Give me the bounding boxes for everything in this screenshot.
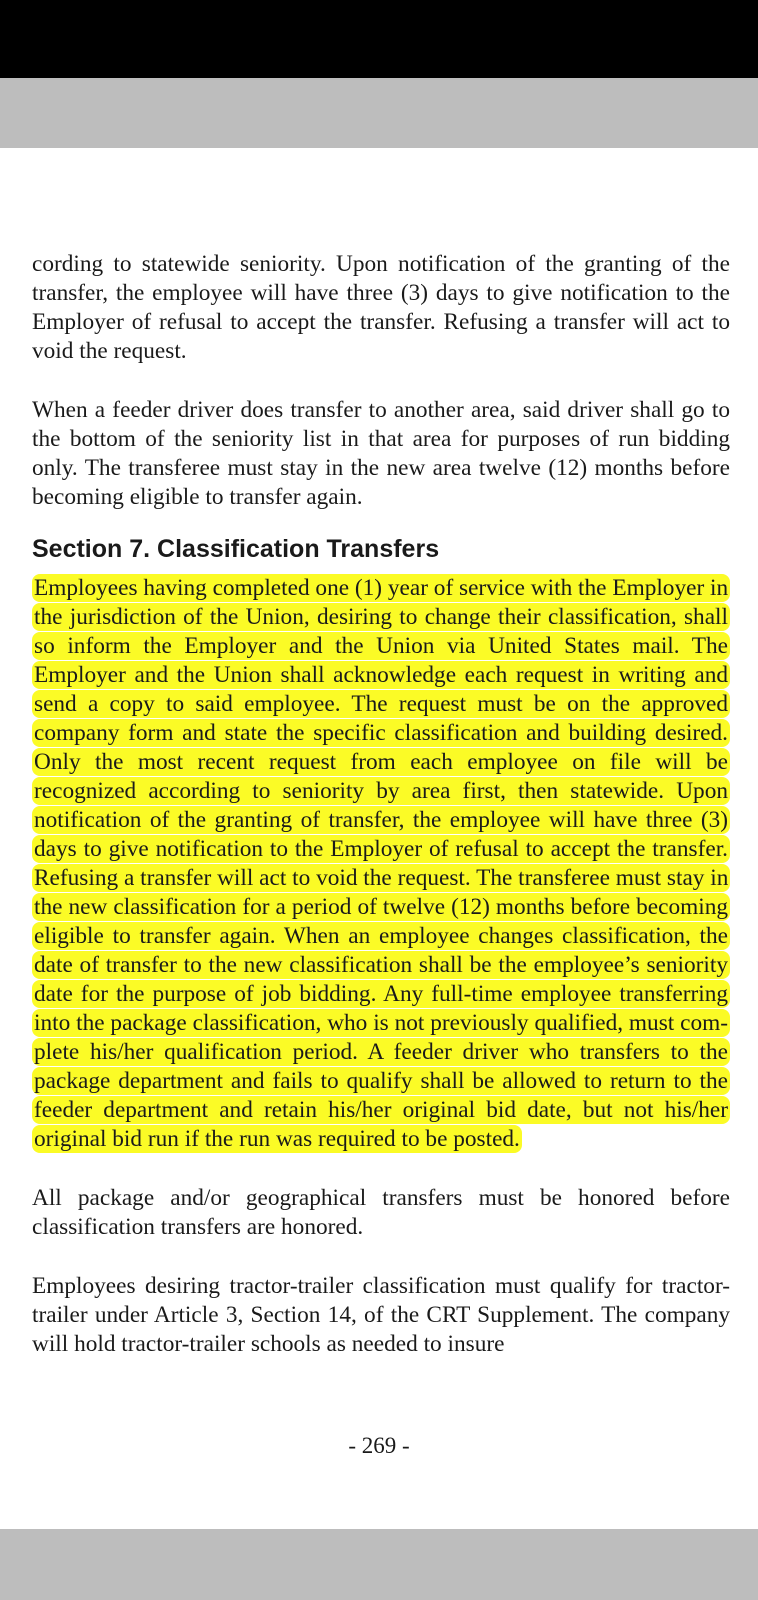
top-toolbar-band (0, 78, 758, 148)
page-number: - 269 - (348, 1433, 410, 1458)
document-page (32, 250, 730, 1359)
highlight-text[interactable]: Employees having completed one (1) year of service with the Employer in the jurisdiction of the Union, desiring to change their classification, shall so inform the Employer and the Union via United States mail. The Employer and the Union shall acknowledge each request in writing and send a copy to said employee. The request must be on the approved company form and state the specific classification and building desired. Only the most recent request from each employee on file will be recognized according to seniority by area first, then statewide. Upon notification of the granting of transfer, the employee will have three (3) days to give notification to the Employer of refusal to accept the transfer. Refusing a transfer will act to void the request. The transferee must stay in the new classification for a period of twelve (12) months before becoming eligible to transfer again. When an employee changes classification, the date of transfer to the new classification shall be the employee’s seniority date for the purpose of job bidding. Any full-time employee transferring into the package classification, who is not previously qualified, must complete his/her qualification period. A feeder driver who transfers to the package department and fails to qualify shall be allowed to return to the feeder department and retain his/her original bid date, but not his/her original bid run if the run was required to be posted. (34, 575, 729, 1152)
section-heading: Section 7. Classification Transfers (32, 535, 440, 563)
paragraph-package-transfers: All package and/or geographical transfers must be honored before classification transfers are honored. (32, 1185, 730, 1240)
paragraph-tractor-trailer: Employees desiring tractor-trailer classification must qualify for tractor-trailer under Article 3, Section 14, of the CRT Supplement. The company will hold tractor-trailer schools as needed to insure (32, 1273, 730, 1357)
highlighted-paragraph (32, 574, 730, 1154)
paragraph-continuation: cording to statewide seniority. Upon notification of the granting of the transfer, the employee will have three (3) days to give notification to the Employer of refusal to accept the transfer. Refusing a transfer will act to void the request. (32, 251, 730, 364)
status-bar (0, 0, 758, 78)
bottom-toolbar-band (0, 1529, 758, 1600)
paragraph-feeder-transfer: When a feeder driver does transfer to another area, said driver shall go to the bottom of the seniority list in that area for purposes of run bidding only. The transferee must stay in the new area twelve (12) months before becoming eligible to transfer again. (32, 397, 730, 510)
